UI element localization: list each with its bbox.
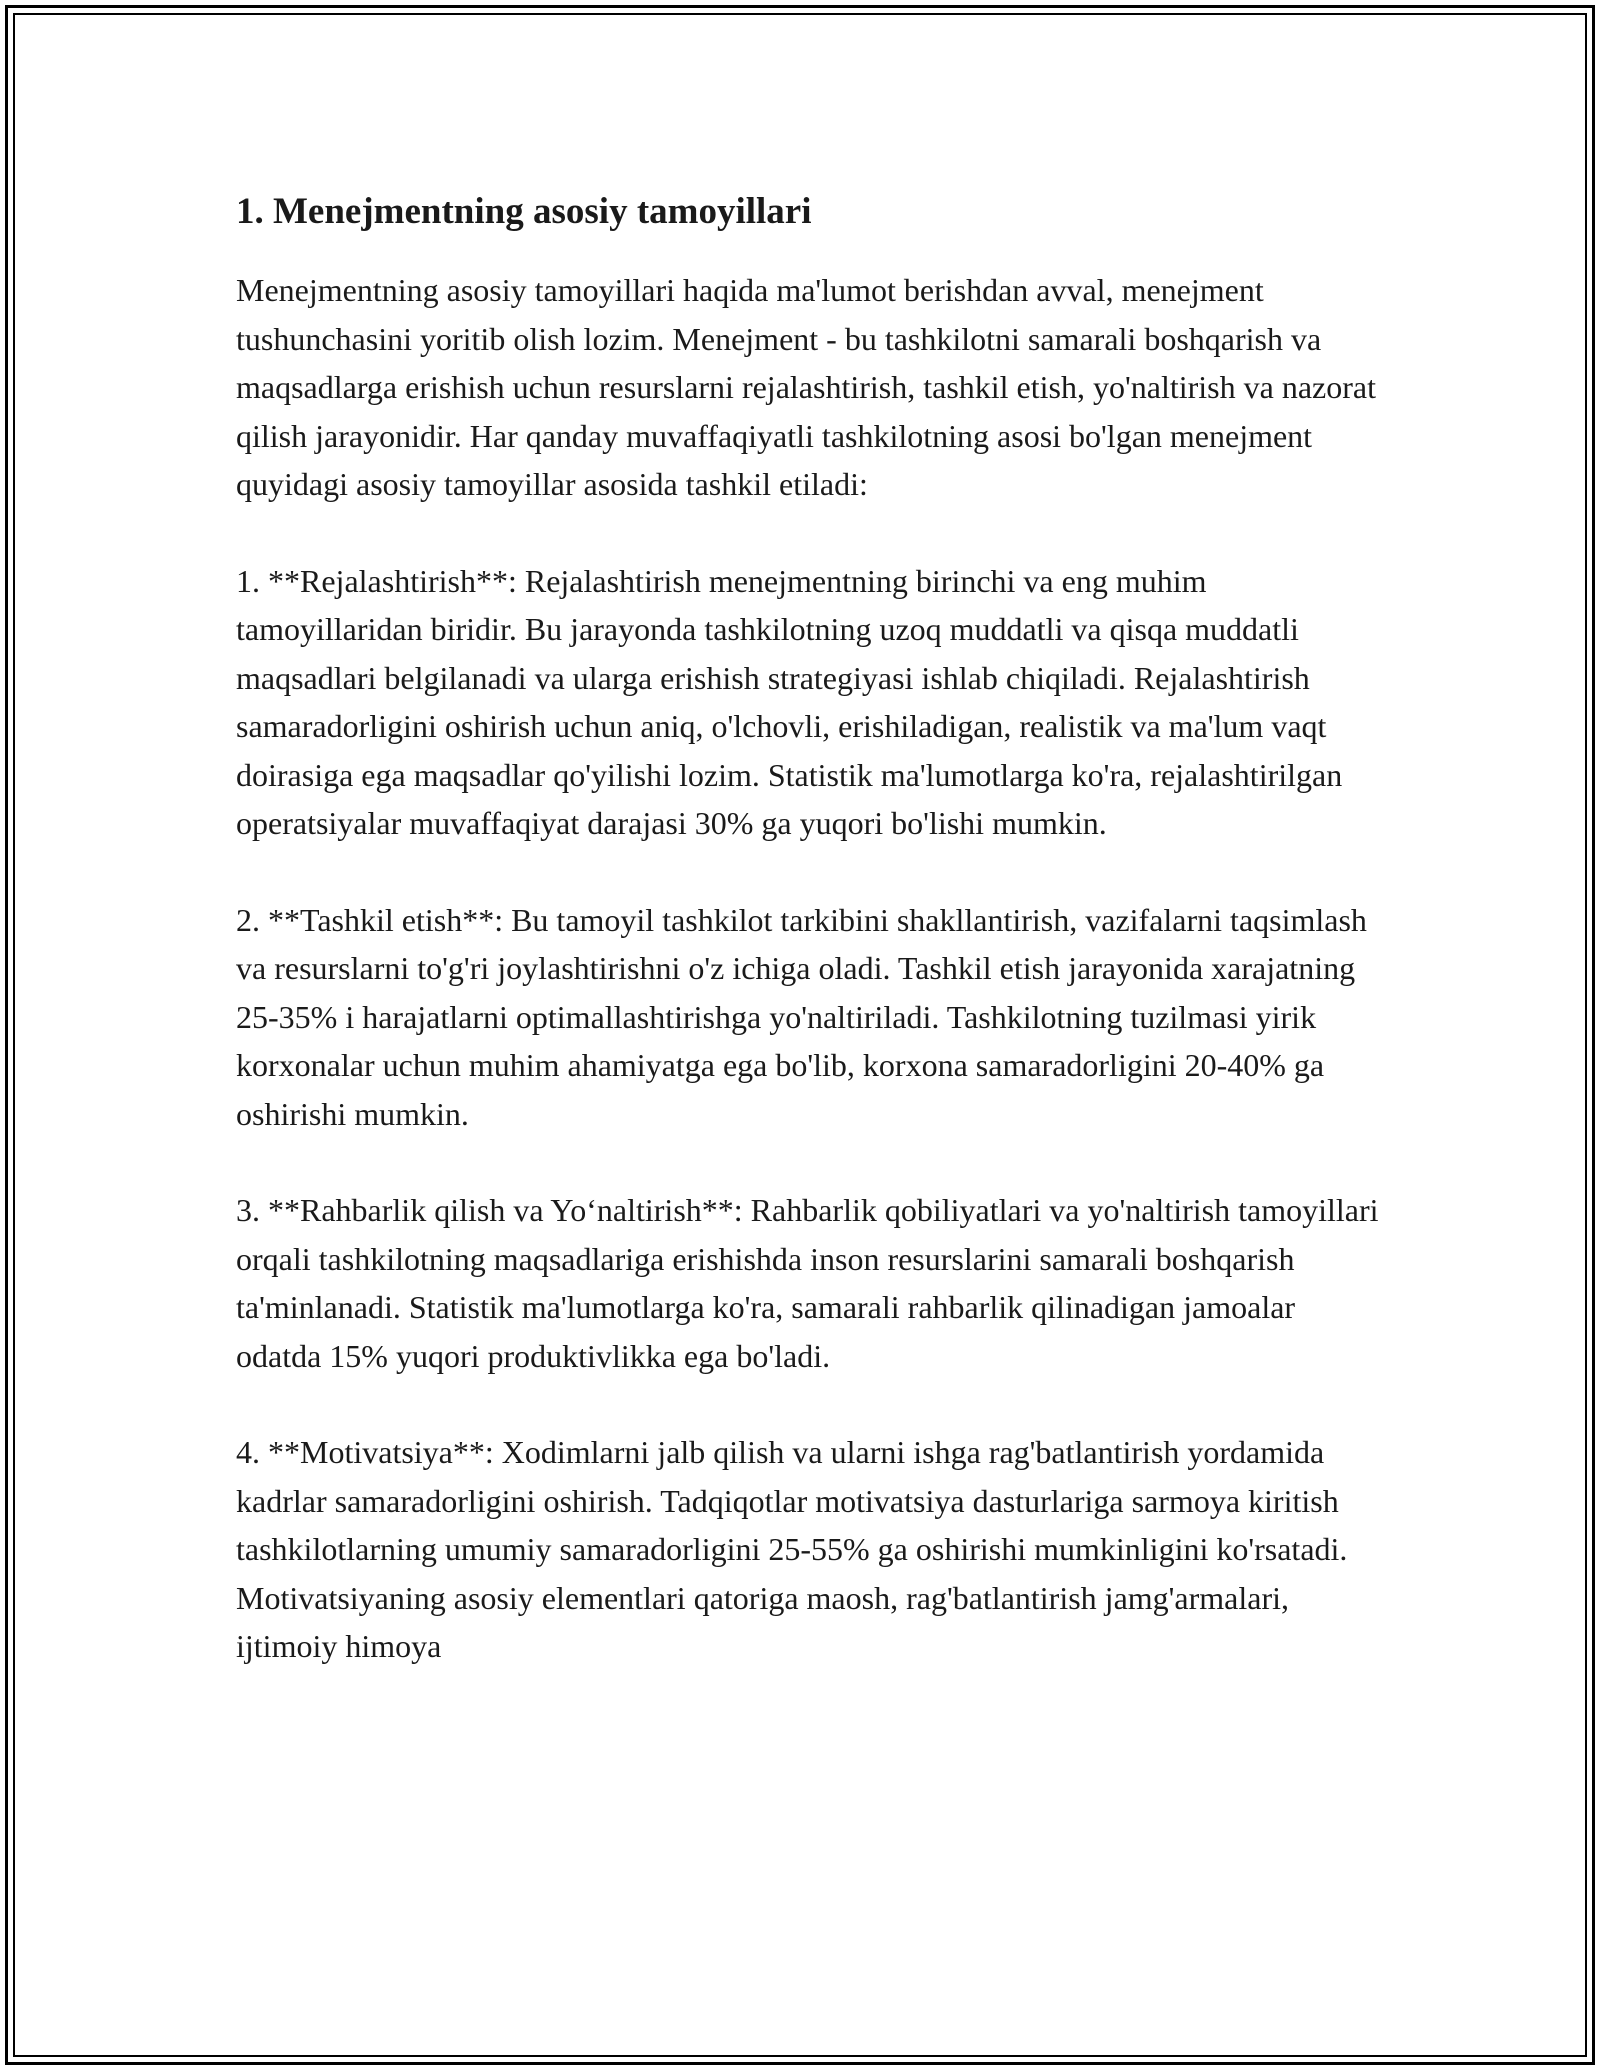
principle-leadership-paragraph: 3. **Rahbarlik qilish va Yo‘naltirish**: Rahbarlik qobiliyatlari va yo'naltirish tamoyillari orqali tashkilotning maqsadlariga erishishda inson resurslarini samarali boshqarish ta'minlanadi. Statistik ma'lumotlarga ko'ra, samarali rahbarlik qilinadigan jamoalar odatda 15% yuqori produktivlikka ega bo'ladi.	[236, 1192, 1379, 1374]
document-page	[236, 188, 1386, 1719]
principle-motivation-paragraph: 4. **Motivatsiya**: Xodimlarni jalb qilish va ularni ishga rag'batlantirish yordamida kadrlar samaradorligini oshirish. Tadqiqotlar motivatsiya dasturlariga sarmoya kiritish tashkilotlarning umumiy samaradorligini 25-55% ga oshirishi mumkinligini ko'rsatadi. Motivatsiyaning asosiy elementlari qatoriga maosh, rag'batlantirish jamg'armalari, ijtimoiy himoya	[236, 1434, 1348, 1664]
document-title: 1. Menejmentning asosiy tamoyillari	[236, 191, 812, 232]
intro-paragraph: Menejmentning asosiy tamoyillari haqida ma'lumot berishdan avval, menejment tushunchasini yoritib olish lozim. Menejment - bu tashkilotni samarali boshqarish va maqsadlarga erishish uchun resurslarni rejalashtirish, tashkil etish, yo'naltirish va nazorat qilish jarayonidir. Har qanday muvaffaqiyatli tashkilotning asosi bo'lgan menejment quyidagi asosiy tamoyillar asosida tashkil etiladi:	[236, 272, 1376, 502]
principle-planning-paragraph: 1. **Rejalashtirish**: Rejalashtirish menejmentning birinchi va eng muhim tamoyillaridan biridir. Bu jarayonda tashkilotning uzoq muddatli va qisqa muddatli maqsadlari belgilanadi va ularga erishish strategiyasi ishlab chiqiladi. Rejalashtirish samaradorligini oshirish uchun aniq, o'lchovli, erishiladigan, realistik va ma'lum vaqt doirasiga ega maqsadlar qo'yilishi lozim. Statistik ma'lumotlarga ko'ra, rejalashtirilgan operatsiyalar muvaffaqiyat darajasi 30% ga yuqori bo'lishi mumkin.	[236, 562, 1343, 841]
principle-organizing-paragraph: 2. **Tashkil etish**: Bu tamoyil tashkilot tarkibini shakllantirish, vazifalarni taqsimlash va resurslarni to'g'ri joylashtirishni o'z ichiga oladi. Tashkil etish jarayonida xarajatning 25-35% i harajatlarni optimallashtirishga yo'naltiriladi. Tashkilotning tuzilmasi yirik korxonalar uchun muhim ahamiyatga ega bo'lib, korxona samaradorligini 20-40% ga oshirishi mumkin.	[236, 901, 1367, 1132]
